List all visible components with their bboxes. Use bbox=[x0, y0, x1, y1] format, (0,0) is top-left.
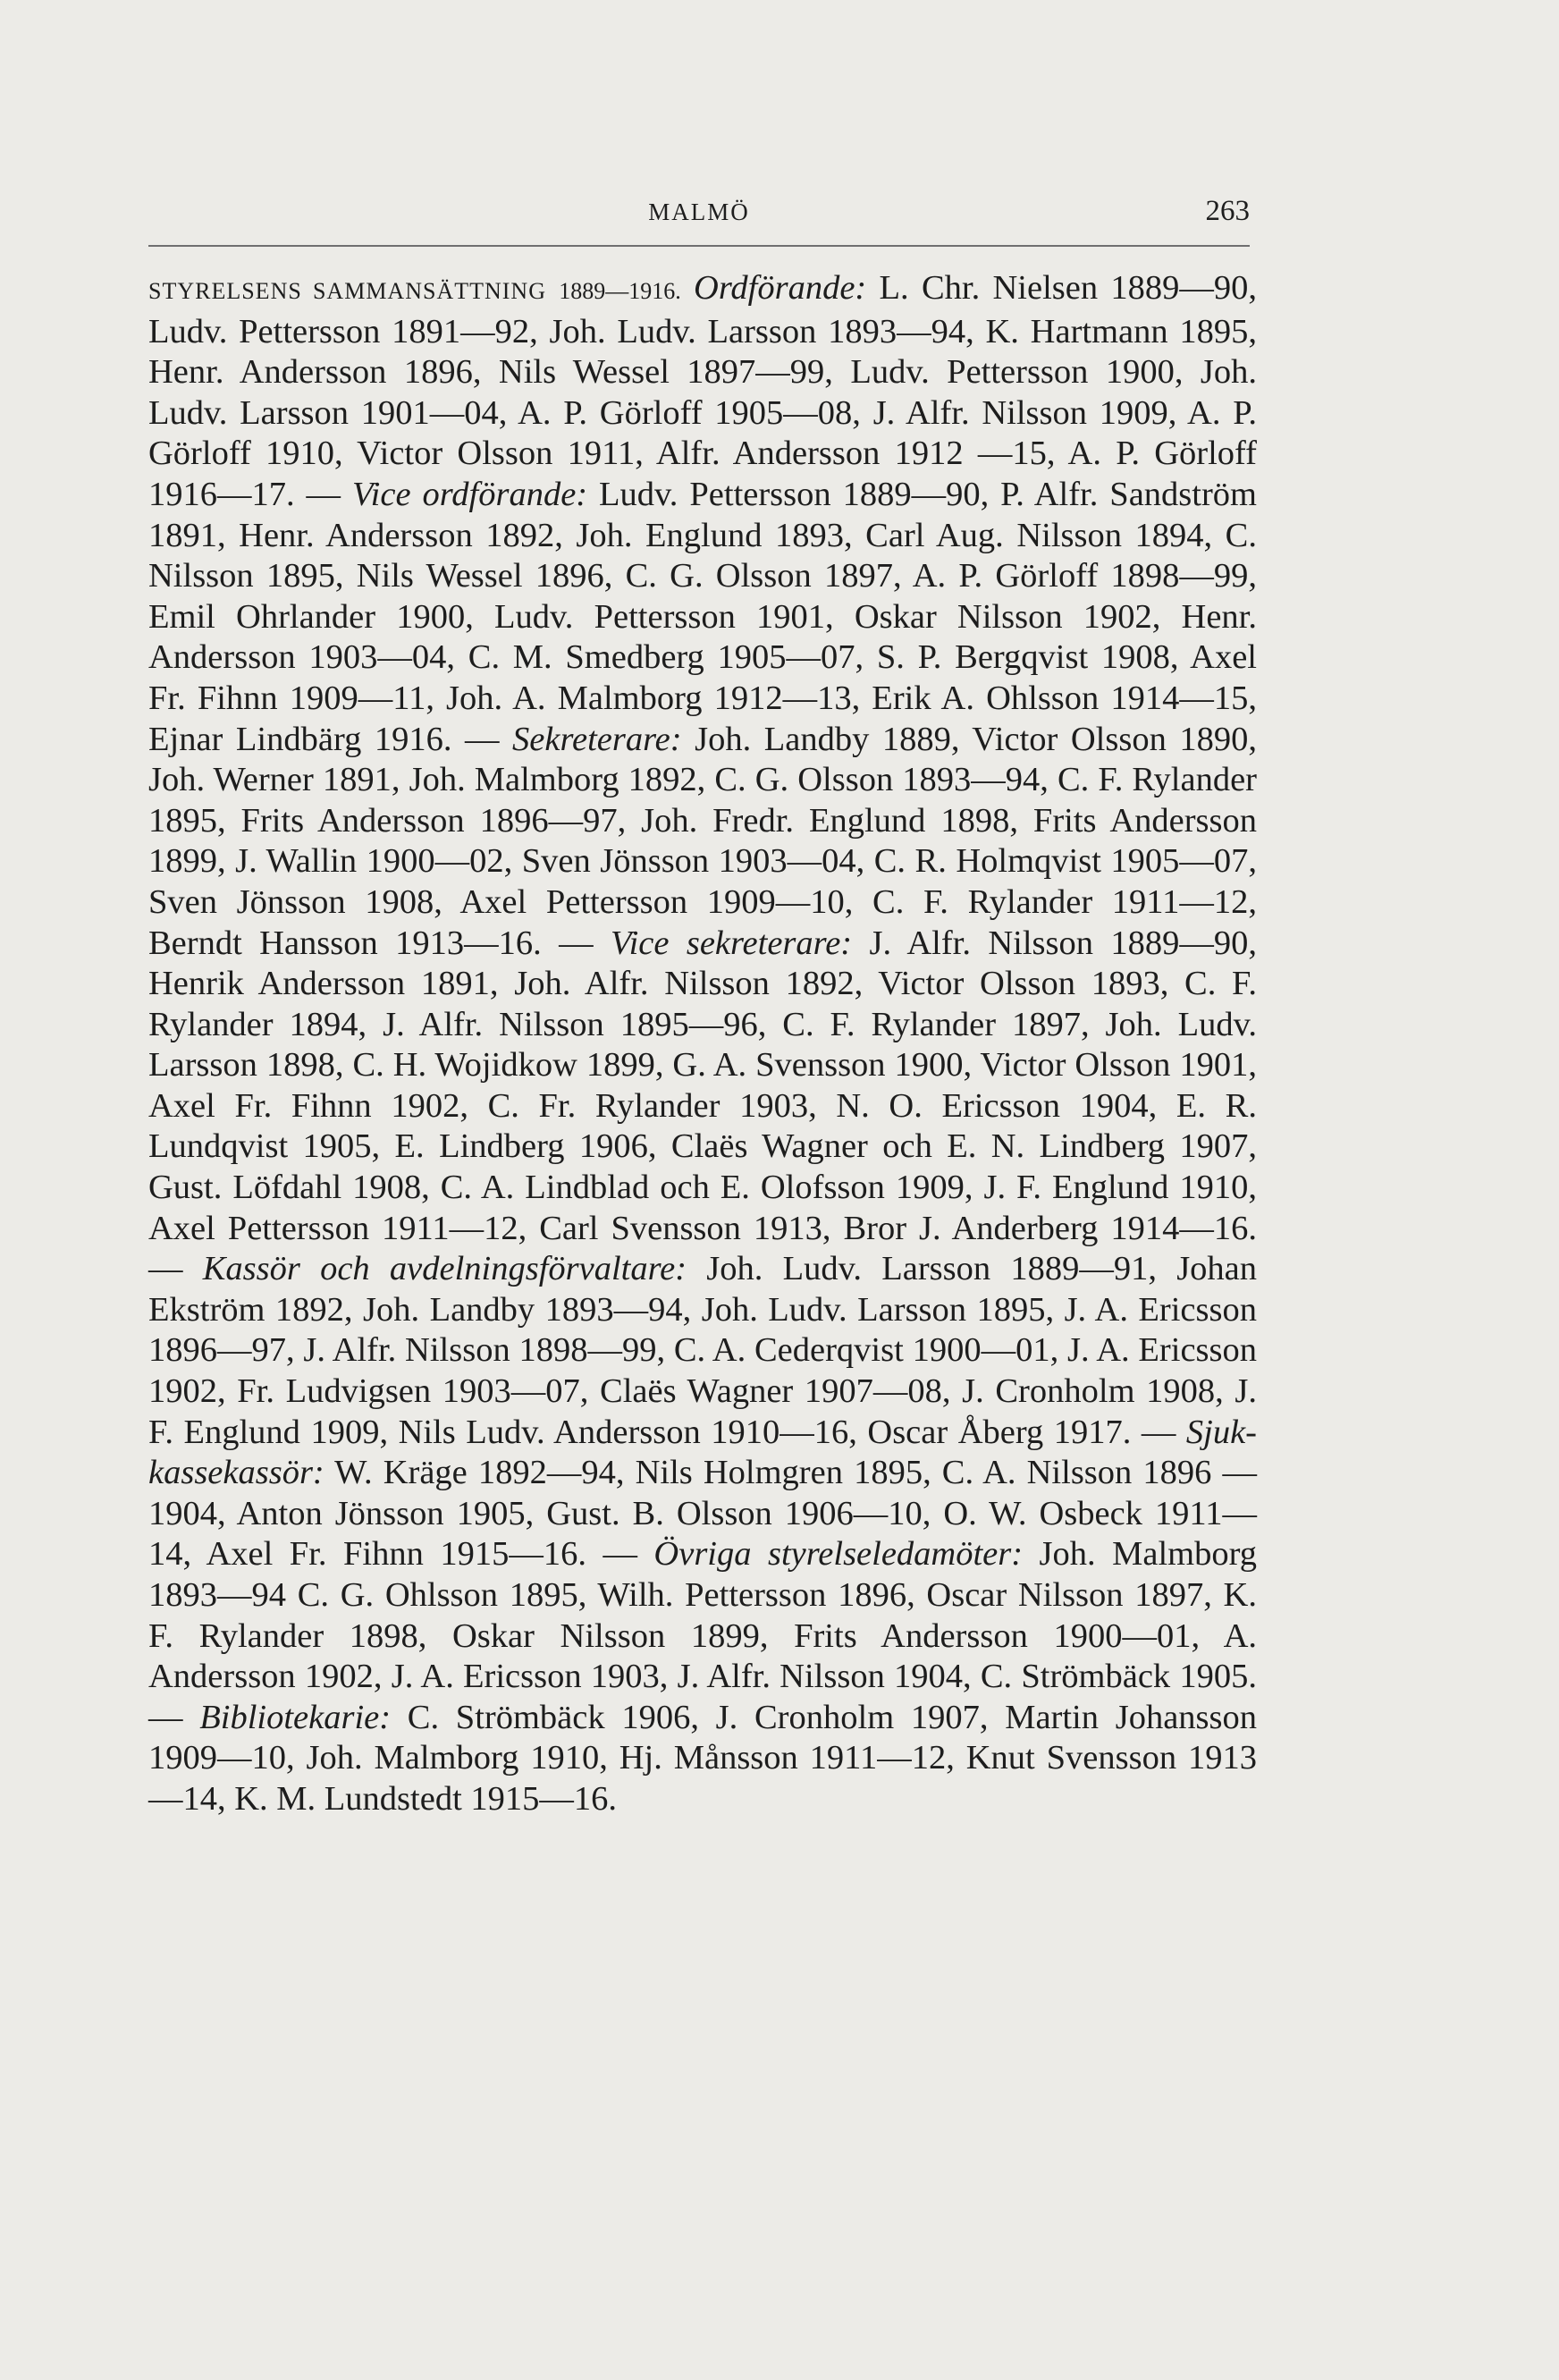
entry-sick-fund-treasurer: W. Kräge 1892—94, Nils Holmgren 1895, C. A. Nilsson 1896 —1904, Anton Jönsson 1905, Gust. B. Olsson 1906—10, O. W. Osbeck 1911—14, Axel Fr. Fihnn 1915—16. — bbox=[148, 1454, 1257, 1574]
entry-secretary: Joh. Landby 1889, Victor Olsson 1890, Joh. Werner 1891, Joh. Malmborg 1892, C. G. Olsson 1893—94, C. F. Rylander 1895, Frits Andersson 1896—97, Joh. Fredr. Englund 1898, Frits Andersson 1899, J. Wallin 1900—02, Sven Jönsson 1903—04, C. R. Holmqvist 1905—07, Sven Jönsson 1908, Axel Pettersson 1909—10, C. F. Rylander 1911—12, Berndt Hansson 1913—16. — bbox=[148, 720, 1257, 962]
page-number: 263 bbox=[1205, 195, 1250, 227]
entry-librarian: C. Strömbäck 1906, J. Cronholm 1907, Martin Johansson 1909—10, Joh. Malmborg 1910, Hj. Månsson 1911—12, Knut Svensson 1913—14, K. M. Lundstedt 1915—16. bbox=[148, 1698, 1258, 1818]
entry-treasurer: Joh. Ludv. Larsson 1889—91, Johan Ekström 1892, Joh. Landby 1893—94, Joh. Ludv. Larsson 1895, J. A. Ericsson 1896—97, J. Alfr. Nilsson 1898—99, C. A. Cederqvist 1900—01, J. A. Ericsson 1902, Fr. Ludvigsen 1903—07, Claës Wagner 1907—08, J. Cronholm 1908, J. F. Englund 1909, Nils Ludv. Andersson 1910—16, Oscar Åberg 1917. — bbox=[148, 1250, 1258, 1451]
entry-other-board-members: Joh. Malmborg 1893—94 C. G. Ohlsson 1895, Wilh. Pettersson 1896, Oscar Nilsson 1897, K. F. Rylander 1898, Oskar Nilsson 1899, Frits Andersson 1900—01, A. Andersson 1902, J. A. Ericsson 1903, J. Alfr. Nilsson 1904, C. Strömbäck 1905. — bbox=[148, 1535, 1257, 1736]
running-head bbox=[148, 195, 1250, 236]
role-librarian: Bibliotekarie: bbox=[199, 1698, 392, 1736]
board-composition-paragraph bbox=[148, 268, 1257, 1820]
header-rule bbox=[148, 245, 1250, 247]
role-vice-secretary: Vice sekreterare: bbox=[610, 924, 853, 962]
running-title: MALMÖ bbox=[648, 198, 750, 225]
role-treasurer: Kassör och avdelningsförvaltare: bbox=[202, 1250, 687, 1288]
role-sick-fund-treasurer: Sjukkassekassör: bbox=[148, 1413, 1257, 1492]
entry-vice-chairman: Ludv. Pettersson 1889—90, P. Alfr. Sandström 1891, Henr. Andersson 1892, Joh. Englund 1893, Carl Aug. Nilsson 1894, C. Nilsson 1895, Nils Wessel 1896, C. G. Olsson 1897, A. P. Görloff 1898—99, Emil Ohrlander 1900, Ludv. Pettersson 1901, Oskar Nilsson 1902, Henr. Andersson 1903—04, C. M. Smedberg 1905—07, S. P. Bergqvist 1908, Axel Fr. Fihnn 1909—11, Joh. A. Malmborg 1912—13, Erik A. Ohlsson 1914—15, Ejnar Lindbärg 1916. — bbox=[148, 475, 1257, 758]
role-secretary: Sekreterare: bbox=[512, 720, 682, 758]
entry-vice-secretary: J. Alfr. Nilsson 1889—90, Henrik Andersson 1891, Joh. Alfr. Nilsson 1892, Victor Olsson 1893, C. F. Rylander 1894, J. Alfr. Nilsson 1895—96, C. F. Rylander 1897, Joh. Ludv. Larsson 1898, C. H. Wojidkow 1899, G. A. Svensson 1900, Victor Olsson 1901, Axel Fr. Fihnn 1902, C. Fr. Rylander 1903, N. O. Ericsson 1904, E. R. Lundqvist 1905, E. Lindberg 1906, Claës Wagner och E. N. Lindberg 1907, Gust. Löfdahl 1908, C. A. Lindblad och E. Olofsson 1909, J. F. Englund 1910, Axel Pettersson 1911—12, Carl Svensson 1913, Bror J. Anderberg 1914—16. — bbox=[148, 924, 1257, 1288]
role-other-board-members: Övriga styrelseledamöter: bbox=[653, 1535, 1024, 1574]
section-years: 1889—1916. bbox=[559, 278, 681, 304]
section-heading: STYRELSENS SAMMANSÄTTNING bbox=[148, 278, 546, 304]
role-chairman: Ordförande: bbox=[694, 269, 867, 307]
entry-chairman: L. Chr. Nielsen 1889—90, Ludv. Pettersson 1891—92, Joh. Ludv. Larsson 1893—94, K. Hartmann 1895, Henr. Andersson 1896, Nils Wessel 1897—99, Ludv. Pettersson 1900, Joh. Ludv. Larsson 1901—04, A. P. Görloff 1905—08, J. Alfr. Nilsson 1909, A. P. Görloff 1910, Victor Olsson 1911, Alfr. Andersson 1912 —15, A. P. Görloff 1916—17. — bbox=[148, 269, 1257, 513]
role-vice-chairman: Vice ordförande: bbox=[352, 475, 588, 513]
